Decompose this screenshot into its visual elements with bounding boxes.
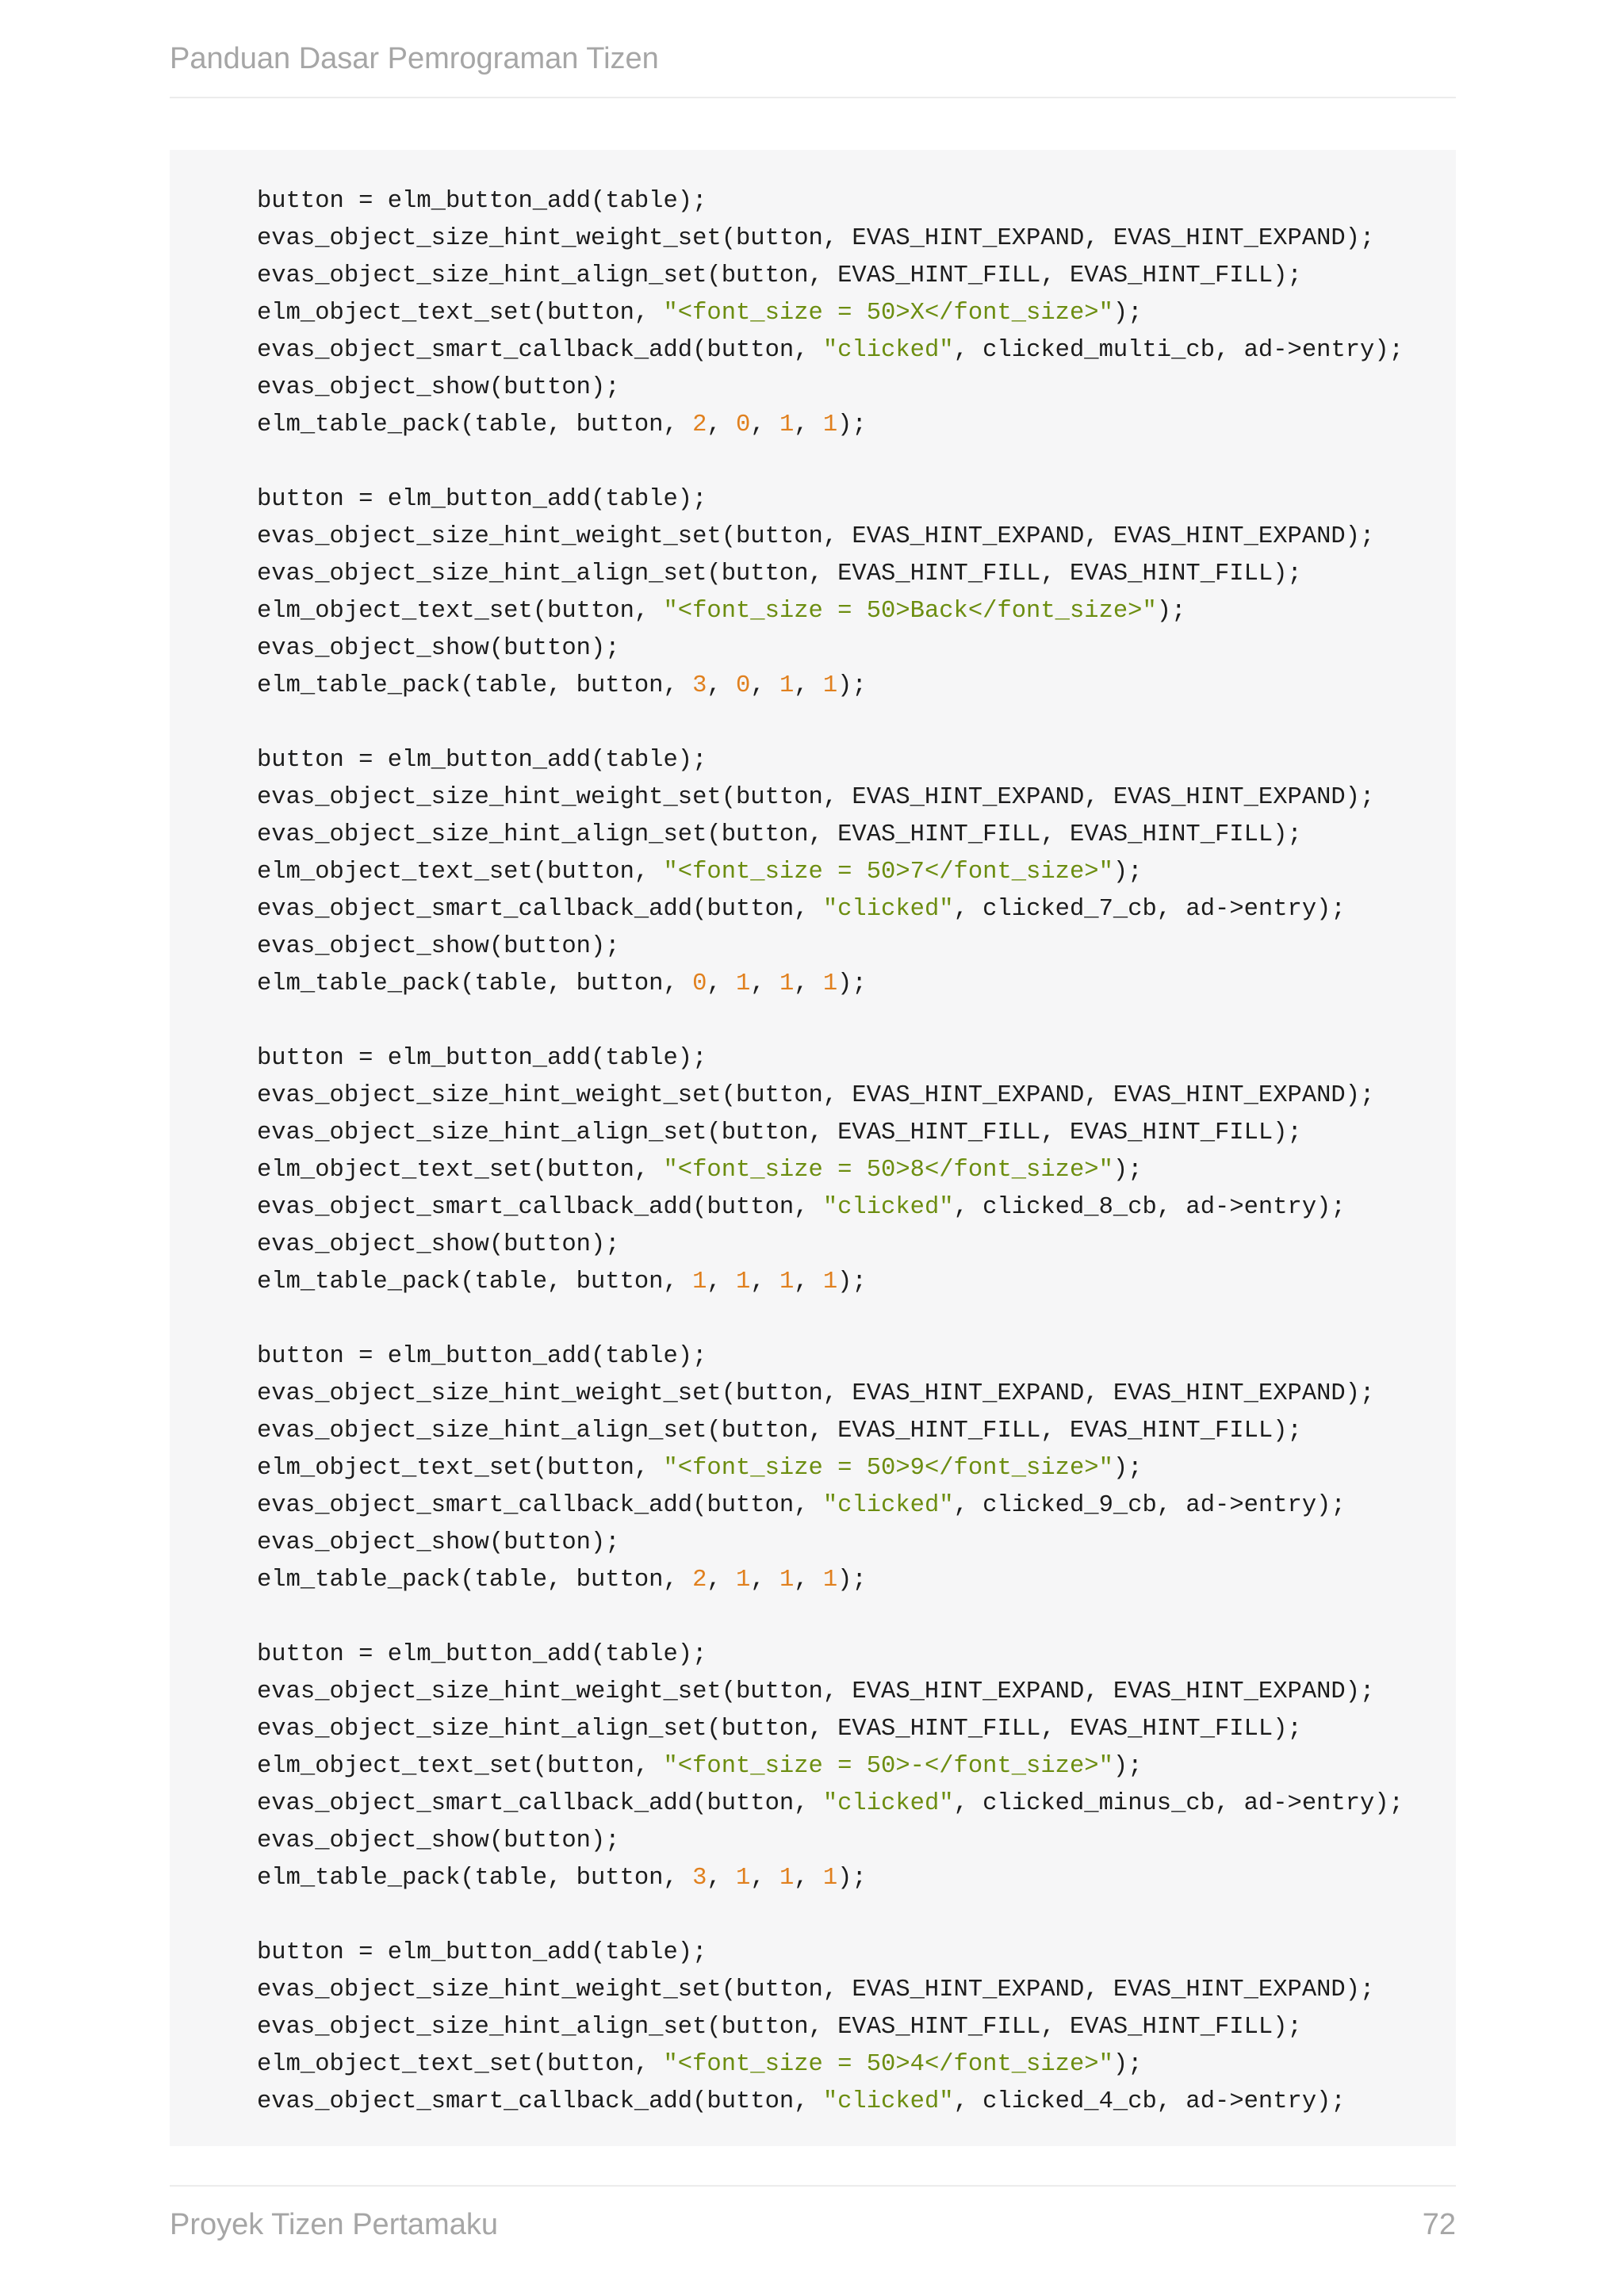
code-token: ); bbox=[837, 1269, 867, 1295]
code-line bbox=[257, 779, 1404, 817]
code-token: , bbox=[750, 970, 779, 997]
code-line bbox=[257, 1077, 1404, 1115]
code-token: , bbox=[750, 672, 779, 699]
string-literal: "clicked" bbox=[822, 1194, 954, 1221]
number-literal: 1 bbox=[822, 1269, 838, 1295]
code-token: elm_object_text_set(button, bbox=[257, 1157, 664, 1184]
code-token: , bbox=[707, 970, 737, 997]
code-token: evas_object_size_hint_weight_set(button, EVAS_HINT_EXPAND, EVAS_HINT_EXPAND); bbox=[257, 1380, 1375, 1407]
code-token: evas_object_show(button); bbox=[257, 933, 620, 960]
string-literal: "clicked" bbox=[822, 896, 954, 923]
code-line bbox=[257, 2009, 1404, 2046]
number-literal: 1 bbox=[822, 672, 838, 699]
code-token: evas_object_size_hint_align_set(button, EVAS_HINT_FILL, EVAS_HINT_FILL); bbox=[257, 1418, 1302, 1445]
code-line bbox=[257, 1264, 1404, 1301]
number-literal: 1 bbox=[736, 970, 751, 997]
code-line bbox=[257, 519, 1404, 556]
number-literal: 1 bbox=[736, 1269, 751, 1295]
code-token: button = elm_button_add(table); bbox=[257, 1045, 707, 1072]
code-token: , clicked_9_cb, ad->entry); bbox=[953, 1492, 1346, 1519]
string-literal: "<font_size = 50>7</font_size>" bbox=[663, 859, 1113, 886]
code-line bbox=[257, 928, 1404, 966]
code-token: evas_object_show(button); bbox=[257, 1529, 620, 1556]
code-token: , bbox=[707, 672, 737, 699]
code-token: , clicked_minus_cb, ad->entry); bbox=[953, 1790, 1404, 1817]
code-token: evas_object_smart_callback_add(button, bbox=[257, 896, 823, 923]
number-literal: 1 bbox=[779, 672, 795, 699]
number-literal: 1 bbox=[692, 1269, 707, 1295]
code-line bbox=[257, 258, 1404, 295]
code-token: evas_object_size_hint_align_set(button, EVAS_HINT_FILL, EVAS_HINT_FILL); bbox=[257, 821, 1302, 848]
code-line bbox=[257, 817, 1404, 854]
number-literal: 1 bbox=[779, 1865, 795, 1892]
string-literal: "clicked" bbox=[822, 1790, 954, 1817]
code-token: evas_object_size_hint_weight_set(button, EVAS_HINT_EXPAND, EVAS_HINT_EXPAND); bbox=[257, 1082, 1375, 1109]
code-token: elm_table_pack(table, button, bbox=[257, 1865, 693, 1892]
blank-code-line bbox=[257, 1301, 1404, 1338]
code-token: , bbox=[707, 1269, 737, 1295]
page-header bbox=[170, 38, 1456, 98]
string-literal: "clicked" bbox=[822, 337, 954, 364]
code-line bbox=[257, 1785, 1404, 1823]
code-token: evas_object_show(button); bbox=[257, 1827, 620, 1854]
code-token: evas_object_smart_callback_add(button, bbox=[257, 337, 823, 364]
code-token: elm_table_pack(table, button, bbox=[257, 1269, 693, 1295]
code-line bbox=[257, 1152, 1404, 1189]
code-line bbox=[257, 481, 1404, 519]
code-token: elm_table_pack(table, button, bbox=[257, 1567, 693, 1594]
number-literal: 0 bbox=[736, 411, 751, 438]
number-literal: 2 bbox=[692, 1567, 707, 1594]
code-token: evas_object_size_hint_align_set(button, EVAS_HINT_FILL, EVAS_HINT_FILL); bbox=[257, 2014, 1302, 2041]
number-literal: 1 bbox=[822, 1567, 838, 1594]
number-literal: 1 bbox=[822, 1865, 838, 1892]
number-literal: 1 bbox=[822, 970, 838, 997]
blank-code-line bbox=[257, 705, 1404, 742]
code-token: elm_table_pack(table, button, bbox=[257, 411, 693, 438]
code-line bbox=[257, 1189, 1404, 1226]
code-listing bbox=[257, 183, 1404, 2121]
code-line bbox=[257, 2046, 1404, 2084]
code-token: , bbox=[794, 1269, 823, 1295]
code-token: , bbox=[794, 1865, 823, 1892]
code-token: ); bbox=[1113, 1157, 1143, 1184]
code-token: evas_object_size_hint_align_set(button, EVAS_HINT_FILL, EVAS_HINT_FILL); bbox=[257, 1716, 1302, 1743]
code-token: elm_object_text_set(button, bbox=[257, 1455, 664, 1482]
number-literal: 1 bbox=[779, 1567, 795, 1594]
code-line bbox=[257, 1450, 1404, 1487]
code-token: ); bbox=[837, 970, 867, 997]
code-line bbox=[257, 1040, 1404, 1077]
code-line bbox=[257, 1823, 1404, 1860]
string-literal: "<font_size = 50>-</font_size>" bbox=[663, 1753, 1113, 1780]
code-token: elm_object_text_set(button, bbox=[257, 598, 664, 625]
code-token: ); bbox=[1113, 1455, 1143, 1482]
code-line bbox=[257, 407, 1404, 444]
code-line bbox=[257, 1711, 1404, 1748]
code-token: button = elm_button_add(table); bbox=[257, 1641, 707, 1668]
code-line bbox=[257, 1376, 1404, 1413]
code-token: evas_object_smart_callback_add(button, bbox=[257, 1790, 823, 1817]
code-line bbox=[257, 1934, 1404, 1972]
code-line bbox=[257, 369, 1404, 407]
code-line bbox=[257, 332, 1404, 369]
code-line bbox=[257, 1487, 1404, 1525]
code-line bbox=[257, 593, 1404, 630]
code-token: ); bbox=[1156, 598, 1186, 625]
code-line bbox=[257, 1413, 1404, 1450]
footer-divider bbox=[170, 2185, 1456, 2187]
string-literal: "<font_size = 50>4</font_size>" bbox=[663, 2051, 1113, 2078]
code-token: evas_object_size_hint_align_set(button, EVAS_HINT_FILL, EVAS_HINT_FILL); bbox=[257, 262, 1302, 289]
string-literal: "clicked" bbox=[822, 1492, 954, 1519]
code-token: , bbox=[750, 411, 779, 438]
code-line bbox=[257, 1525, 1404, 1562]
code-line bbox=[257, 1115, 1404, 1152]
code-line bbox=[257, 1972, 1404, 2009]
code-token: , clicked_4_cb, ad->entry); bbox=[953, 2088, 1346, 2115]
code-token: , bbox=[794, 672, 823, 699]
code-token: , bbox=[794, 1567, 823, 1594]
code-token: ); bbox=[1113, 2051, 1143, 2078]
code-line bbox=[257, 742, 1404, 779]
code-token: ); bbox=[1113, 1753, 1143, 1780]
code-token: ); bbox=[1113, 300, 1143, 327]
code-line bbox=[257, 1338, 1404, 1376]
code-token: evas_object_size_hint_weight_set(button, EVAS_HINT_EXPAND, EVAS_HINT_EXPAND); bbox=[257, 784, 1375, 811]
code-token: button = elm_button_add(table); bbox=[257, 1939, 707, 1966]
code-token: evas_object_show(button); bbox=[257, 374, 620, 401]
code-token: button = elm_button_add(table); bbox=[257, 1343, 707, 1370]
number-literal: 0 bbox=[736, 672, 751, 699]
code-token: evas_object_show(button); bbox=[257, 1231, 620, 1258]
number-literal: 0 bbox=[692, 970, 707, 997]
code-line bbox=[257, 1226, 1404, 1264]
number-literal: 1 bbox=[736, 1567, 751, 1594]
code-token: elm_object_text_set(button, bbox=[257, 2051, 664, 2078]
code-line bbox=[257, 220, 1404, 258]
code-line bbox=[257, 891, 1404, 928]
code-token: , clicked_8_cb, ad->entry); bbox=[953, 1194, 1346, 1221]
blank-code-line bbox=[257, 1003, 1404, 1040]
code-token: ); bbox=[837, 411, 867, 438]
blank-code-line bbox=[257, 444, 1404, 481]
code-token: elm_table_pack(table, button, bbox=[257, 672, 693, 699]
code-line bbox=[257, 556, 1404, 593]
code-token: , bbox=[750, 1567, 779, 1594]
string-literal: "<font_size = 50>8</font_size>" bbox=[663, 1157, 1113, 1184]
code-token: button = elm_button_add(table); bbox=[257, 747, 707, 774]
code-block bbox=[170, 150, 1456, 2146]
code-line bbox=[257, 1636, 1404, 1674]
code-token: , bbox=[794, 411, 823, 438]
code-token: button = elm_button_add(table); bbox=[257, 486, 707, 513]
code-token: evas_object_size_hint_align_set(button, EVAS_HINT_FILL, EVAS_HINT_FILL); bbox=[257, 1119, 1302, 1146]
number-literal: 1 bbox=[779, 411, 795, 438]
code-token: evas_object_size_hint_weight_set(button, EVAS_HINT_EXPAND, EVAS_HINT_EXPAND); bbox=[257, 225, 1375, 252]
number-literal: 2 bbox=[692, 411, 707, 438]
code-token: evas_object_size_hint_weight_set(button, EVAS_HINT_EXPAND, EVAS_HINT_EXPAND); bbox=[257, 523, 1375, 550]
code-token: ); bbox=[837, 672, 867, 699]
code-line bbox=[257, 2084, 1404, 2121]
code-line bbox=[257, 183, 1404, 220]
code-token: ); bbox=[837, 1865, 867, 1892]
running-header-title: Panduan Dasar Pemrograman Tizen bbox=[170, 42, 659, 75]
string-literal: "<font_size = 50>9</font_size>" bbox=[663, 1455, 1113, 1482]
code-token: ); bbox=[837, 1567, 867, 1594]
code-token: , clicked_7_cb, ad->entry); bbox=[953, 896, 1346, 923]
code-token: evas_object_show(button); bbox=[257, 635, 620, 662]
code-token: button = elm_button_add(table); bbox=[257, 188, 707, 215]
code-token: , bbox=[794, 970, 823, 997]
code-line bbox=[257, 966, 1404, 1003]
code-token: elm_table_pack(table, button, bbox=[257, 970, 693, 997]
code-token: elm_object_text_set(button, bbox=[257, 300, 664, 327]
code-line bbox=[257, 630, 1404, 668]
footer-book-title: Proyek Tizen Pertamaku bbox=[170, 2208, 498, 2241]
code-token: evas_object_smart_callback_add(button, bbox=[257, 2088, 823, 2115]
string-literal: "clicked" bbox=[822, 2088, 954, 2115]
code-token: evas_object_size_hint_align_set(button, EVAS_HINT_FILL, EVAS_HINT_FILL); bbox=[257, 561, 1302, 587]
code-line bbox=[257, 1562, 1404, 1599]
code-token: , bbox=[707, 1865, 737, 1892]
number-literal: 3 bbox=[692, 1865, 707, 1892]
code-line bbox=[257, 1860, 1404, 1897]
code-token: elm_object_text_set(button, bbox=[257, 859, 664, 886]
code-token: , bbox=[707, 411, 737, 438]
number-literal: 1 bbox=[779, 1269, 795, 1295]
code-line bbox=[257, 668, 1404, 705]
code-token: evas_object_smart_callback_add(button, bbox=[257, 1492, 823, 1519]
blank-code-line bbox=[257, 1599, 1404, 1636]
code-token: , bbox=[707, 1567, 737, 1594]
code-line bbox=[257, 295, 1404, 332]
code-token: ); bbox=[1113, 859, 1143, 886]
code-token: elm_object_text_set(button, bbox=[257, 1753, 664, 1780]
number-literal: 1 bbox=[736, 1865, 751, 1892]
code-token: , clicked_multi_cb, ad->entry); bbox=[953, 337, 1404, 364]
code-token: evas_object_smart_callback_add(button, bbox=[257, 1194, 823, 1221]
code-token: evas_object_size_hint_weight_set(button, EVAS_HINT_EXPAND, EVAS_HINT_EXPAND); bbox=[257, 1976, 1375, 2003]
code-token: , bbox=[750, 1269, 779, 1295]
code-token: , bbox=[750, 1865, 779, 1892]
code-token: evas_object_size_hint_weight_set(button, EVAS_HINT_EXPAND, EVAS_HINT_EXPAND); bbox=[257, 1678, 1375, 1705]
number-literal: 1 bbox=[822, 411, 838, 438]
code-line bbox=[257, 1748, 1404, 1785]
page-number: 72 bbox=[1422, 2208, 1456, 2241]
number-literal: 1 bbox=[779, 970, 795, 997]
string-literal: "<font_size = 50>X</font_size>" bbox=[663, 300, 1113, 327]
code-line bbox=[257, 854, 1404, 891]
number-literal: 3 bbox=[692, 672, 707, 699]
string-literal: "<font_size = 50>Back</font_size>" bbox=[663, 598, 1157, 625]
code-line bbox=[257, 1674, 1404, 1711]
blank-code-line bbox=[257, 1897, 1404, 1934]
